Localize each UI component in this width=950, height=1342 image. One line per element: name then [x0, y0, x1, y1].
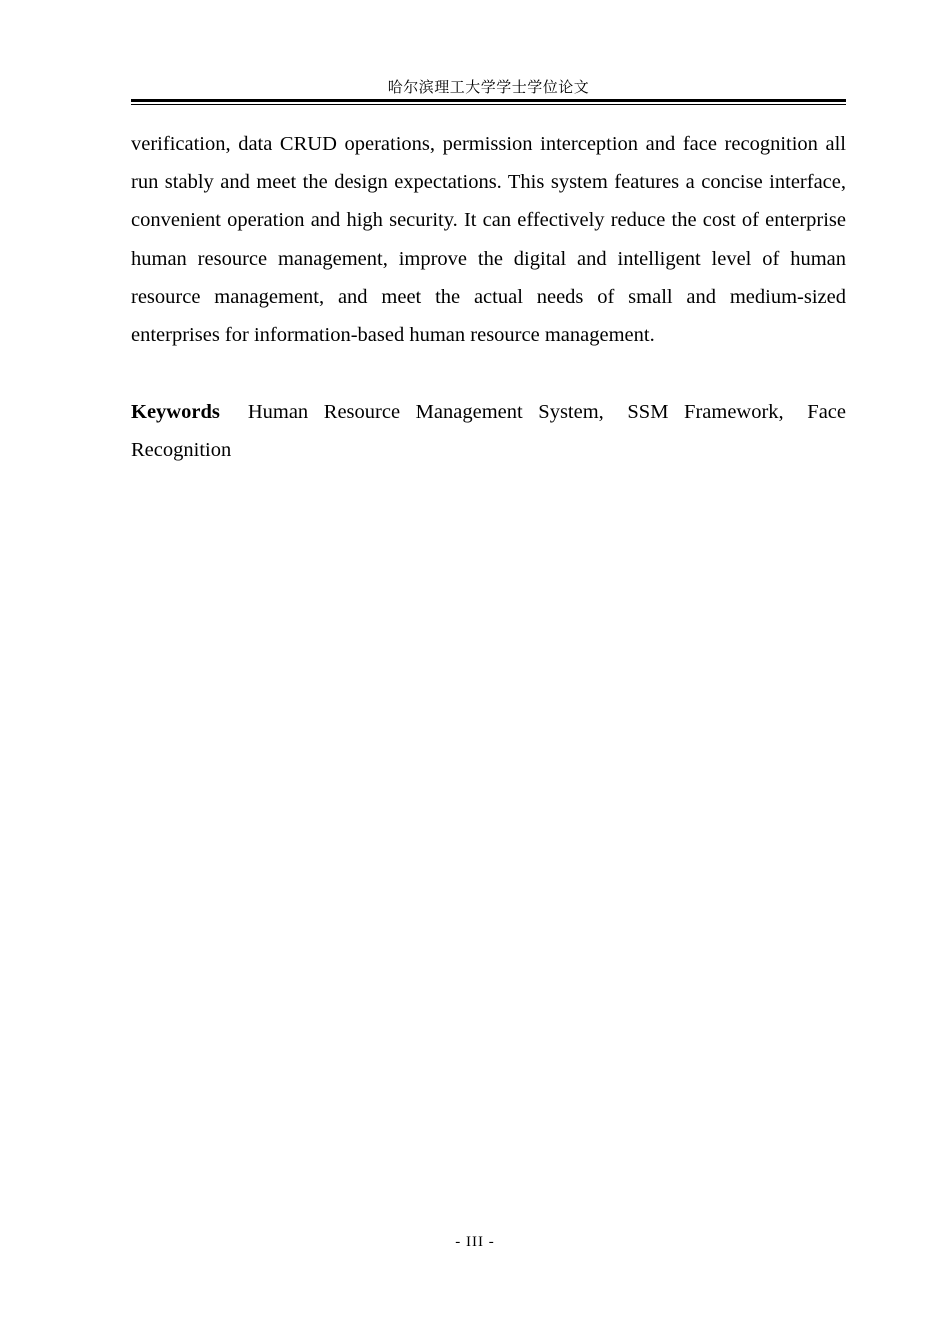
- header-rule-thin: [131, 104, 846, 105]
- page-number: - III -: [455, 1234, 495, 1250]
- keywords-label: Keywords: [131, 401, 220, 423]
- header-rule-thick: [131, 99, 846, 102]
- keyword-item: Face Recognition: [131, 401, 846, 462]
- keywords-line: [131, 393, 846, 469]
- keyword-item: SSM Framework,: [627, 401, 784, 423]
- keyword-item: Human Resource Management System,: [247, 401, 604, 423]
- abstract-paragraph: verification, data CRUD operations, permission interception and face recognition all run stably and meet the design expectations. This system features a concise interface, convenient operation and high security. It can effectively reduce the cost of enterprise human resource management, improve the digital and intelligent level of human resource management, and meet the actual needs of small and medium-sized enterprises for information-based human resource management.: [131, 133, 846, 347]
- running-header: 哈尔滨理工大学学士学位论文: [387, 80, 590, 96]
